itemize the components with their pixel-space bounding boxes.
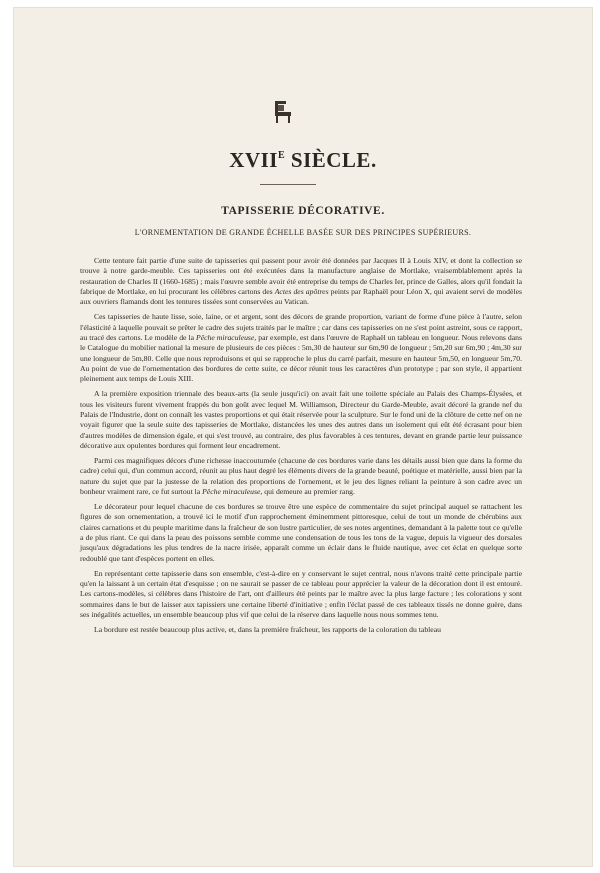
chair-icon — [272, 100, 294, 124]
body-paragraph — [80, 312, 522, 384]
text-run: A la première exposition triennale des beaux-arts (la seule jusqu'ici) on avait fait une toilette spéciale au Palais des Champs-Élysées, et tous les visiteurs furent vivement frappés du bon goût avec lequel M. Williamson, Directeur du Garde-Meuble, avait décoré la grande nef du Palais de l'Industrie, dont on connaît les vastes proportions et qui était réservée pour la sculpture. Sur le fond uni de la clôture de cette nef on ne voyait figurer que la seule suite des tapisseries de Mortlake, distancées les unes des autres dans un isolement qui eût été écrasant pour bien d'autres modèles de dimension égale, et qui s'est trouvé, au contraire, des plus favorables à ces tentures, devant en grande partie leur puissance décorative aux opulentes bordures qui forment leur encadrement. — [80, 389, 522, 450]
century-word: SIÈCLE. — [290, 148, 377, 172]
body-text — [80, 256, 522, 636]
text-run: Ces tapisseries de haute lisse, soie, laine, or et argent, sont des décors de grande proportion, variant de forme d'une pièce à l'autre, selon l'élasticité à laquelle pouvait se prêter le cadre des sujets traités par le maître ; car dans ces tapisseries on ne s'est point astreint, sous ce rapport, au tracé des cartons. Le modèle de la — [80, 312, 522, 342]
body-paragraph — [80, 625, 522, 635]
text-run: Cette tenture fait partie d'une suite de tapisseries qui passent pour avoir été données par Jacques II à Louis XIV, et dont la collection se trouve à notre garde-meuble. Ces tapisseries ont été exécutées dans la manufacture anglaise de Mortlake, vraisemblablement après la restauration de Charles II (1660-1685) ; mais l'œuvre semble avoir été entreprise du temps de Charles Ier, prince de Galles, alors qu'il fondait la fabrique de Mortlake, en lui procurant les célèbres cartons des — [80, 256, 522, 296]
text-run: , qui demeure au premier rang. — [260, 486, 355, 496]
italic-title: Pêche miraculeuse — [202, 486, 261, 496]
document-page — [14, 8, 592, 866]
text-run: La bordure est restée beaucoup plus active, et, dans la première fraîcheur, les rapports de la coloration du tableau — [94, 625, 441, 635]
section-heading: TAPISSERIE DÉCORATIVE. — [221, 205, 385, 217]
text-run: peints par Raphaël pour Léon X, qui avaient servi de modèles aux ouvriers flamands dont les tentures tissées sont conservées au Vatican. — [80, 286, 522, 307]
century-superscript: E — [277, 150, 286, 161]
italic-title: Pêche miraculeuse — [196, 332, 255, 342]
body-paragraph — [80, 456, 522, 497]
body-paragraph — [80, 389, 522, 451]
italic-title: Actes des apôtres — [274, 286, 329, 296]
body-paragraph — [80, 502, 522, 564]
page-title — [14, 148, 592, 173]
text-run: En représentant cette tapisserie dans son ensemble, c'est-à-dire en y conservant le sujet central, nous n'avons traité cette principale partie qu'en la laissant à un certain état d'esquisse ; on ne saurait se passer de ce tableau pour apprécier la valeur de la décoration dont il est entouré. Les cartons-modèles, si célèbres dans l'histoire de l'art, ont d'ailleurs été peints par le maître avec la plus large facture ; les colorations y sont sommaires dans le but de laisser aux tapissiers une certaine liberté d'initiative ; enfin l'éclat passé de ces tableaux tissés ne donne guère, dans ses inégalités actuelles, un ensemble beaucoup plus vif que celui de la réserve dans laquelle nous nous sommes tenu. — [80, 568, 522, 619]
body-paragraph — [80, 569, 522, 620]
section-subtitle: L'ORNEMENTATION DE GRANDE ÉCHELLE BASÉE SUR DES PRINCIPES SUPÉRIEURS. — [134, 228, 472, 237]
text-run: Le décorateur pour lequel chacune de ces bordures se trouve être une espèce de commentaire du sujet principal auquel se rattachent les figures de son ornementation, a trouvé ici le motif d'un rapprochement éminemment pittoresque, celui de tout un monde de chérubins aux claires carnations et du peuple maritime dans la fraîcheur de son lustre particulier, de ses notes argentines, demandant à la palette tout ce qu'elle a de plus riant. Ce qui dans la peau des poissons semble comme une condensation de tous les tons de la vague, depuis la vigueur des dorsales jusqu'aux dégradations les plus tendres de la nacre irisée, apparaît comme un éclair dans le fluide nautique, avec cet éclat en quelque sorte redoublé que tant d'espèces portent en elles. — [80, 502, 522, 563]
body-paragraph — [80, 256, 522, 307]
text-run: , par exemple, est dans l'œuvre de Raphaël un tableau en longueur. Nous relevons dans le Catalogue du mobilier national la mesure de plusieurs de ces pièces : 5m,30 de hauteur sur 6m,90 de longueur ; 5m,20 sur 6m,90 ; 4m,30 sur une longueur de 5m,80. Celle que nous reproduisons et qui se rapproche le plus du carré parfait, mesure en hauteur 5m,50, en longueur 5m,70. Au point de vue de l'ornementation des bordures de cette suite, ce décor réunit tous les caractères d'un prototype ; par son style, il appartient pleinement aux temps de Louis XIII. — [80, 332, 522, 384]
title-divider — [260, 184, 316, 185]
century-numeral: XVII — [229, 148, 278, 172]
text-run: Parmi ces magnifiques décors d'une richesse inaccoutumée (chacune de ces bordures varie dans les détails aussi bien que dans la forme du cadre) celui qui, d'un commun accord, réunit au plus haut degré les éléments divers de la grande beauté, poétique et matérielle, aussi bien par la nature du sujet que par la justesse de la relation des proportions de l'ornement, et le jeu des lignes reliant la peinture à son cadre avec un bonheur vraiment rare, ce fut surtout la — [80, 456, 522, 496]
